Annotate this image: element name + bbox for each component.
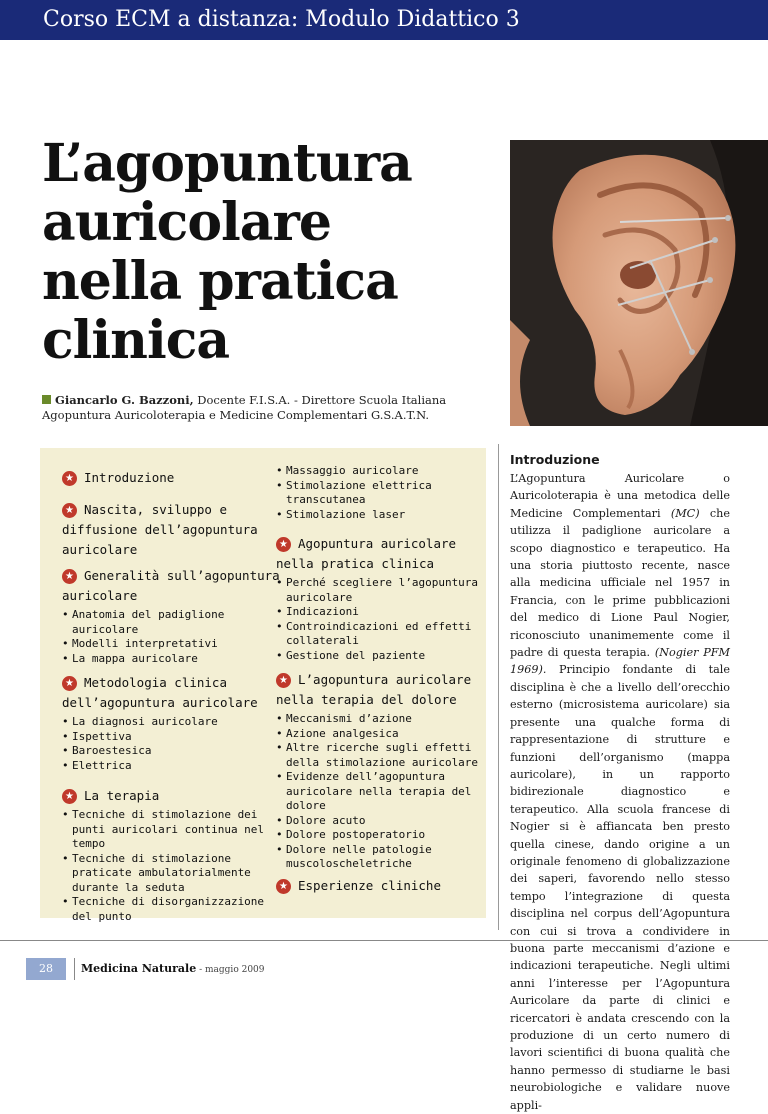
author-name: Giancarlo G. Bazzoni, <box>55 393 194 407</box>
intro-abbrev: (MC) <box>670 506 700 520</box>
star-icon: ★ <box>62 789 77 804</box>
toc-section <box>62 673 282 773</box>
toc-subitems <box>276 576 481 663</box>
toc-section-title: La terapia <box>84 788 160 803</box>
title-line: auricolare <box>42 192 331 253</box>
toc-item: • La diagnosi auricolare <box>62 715 272 730</box>
toc-section-title: L’agopuntura auricolare nella terapia del dolore <box>276 672 472 707</box>
title-line: L’agopuntura <box>42 133 412 194</box>
toc-item: • Tecniche di stimolazione praticate ambulatorialmente durante la seduta <box>62 852 272 896</box>
star-icon: ★ <box>276 537 291 552</box>
intro-text-3: Principio fondante di tale disciplina è che a livello dell’orecchio esterno (microsistema auricolare) sia presente una qualche forma di rappresentazione di strutture e funzioni dell’organismo (mappa auricolare), in un rapporto bidirezionale diagnostico e terapeutico. Alla scuola francese di Nogier si è affiancata ben presto quella cinese, dando origine a un originale fenomeno di globalizzazione dei saperi, favorendo nello stesso tempo l’integrazione di questa disciplina nel corpus dell’Agopuntura con cui si trova a condividere in buona parte meccanismi d’azione e indicazioni terapeutiche. Negli ultimi anni l’interesse per l’Agopuntura Auricolare da parte di clinici e ricercatori è andata crescendo con la produzione di un certo numero di lavori scientifici di buona qualità che hanno permesso di studiarne le basi neurobiologiche e validare nuove appli- <box>510 663 730 1112</box>
toc-section <box>62 468 282 488</box>
page-number: 28 <box>26 958 66 980</box>
star-icon: ★ <box>276 879 291 894</box>
footer-rule <box>0 940 768 941</box>
star-icon: ★ <box>62 569 77 584</box>
toc-section-title: Metodologia clinica dell’agopuntura auricolare <box>62 675 258 710</box>
toc-item: • Tecniche di stimolazione dei punti auricolari continua nel tempo <box>62 808 272 852</box>
intro-column <box>510 452 730 1114</box>
toc-section-title: Generalità sull’agopuntura auricolare <box>62 568 280 603</box>
toc-item: • Massaggio auricolare <box>276 464 486 479</box>
star-icon: ★ <box>62 676 77 691</box>
intro-paragraph <box>510 470 730 1114</box>
toc-subitems <box>62 808 282 924</box>
square-bullet-icon <box>42 395 51 404</box>
toc-item: • Gestione del paziente <box>276 649 486 664</box>
toc-item: • Ispettiva <box>62 730 272 745</box>
publication-name: Medicina Naturale <box>81 962 197 975</box>
toc-section-title: Esperienze cliniche <box>298 878 441 893</box>
table-of-contents <box>40 448 486 923</box>
toc-section <box>62 786 282 924</box>
star-icon: ★ <box>62 471 77 486</box>
header-band <box>0 0 768 40</box>
toc-subitems <box>62 608 282 666</box>
toc-item: • Azione analgesica <box>276 727 486 742</box>
toc-item: • Stimolazione elettrica transcutanea <box>276 479 486 508</box>
header-text: Corso ECM a distanza: Modulo Didattico 3 <box>43 7 520 32</box>
publication-date: - maggio 2009 <box>196 965 265 975</box>
toc-section <box>276 876 481 896</box>
toc-item: • Dolore acuto <box>276 814 486 829</box>
toc-item: • Baroestesica <box>62 744 272 759</box>
toc-item: • La mappa auricolare <box>62 652 272 667</box>
intro-text-2: che utilizza il padiglione auricolare a scopo diagnostico e terapeutico. Ha una storia piuttosto recente, nasce alla medicina ufficiale nel 1957 in Francia, con le prime pubblicazioni del medico di Lione Paul Nogier, riconosciuto unanimemente come il padre di questa terapia. <box>510 506 730 660</box>
toc-subitems <box>276 464 481 522</box>
ear-acupuncture-photo <box>510 140 768 426</box>
intro-citation: (Nogier PFM 1969). <box>510 646 730 677</box>
author-affiliation: Docente F.I.S.A. - Direttore Scuola Italiana Agopuntura Auricoloterapia e Medicine Complementari G.S.A.T.N. <box>42 393 447 422</box>
star-icon: ★ <box>276 673 291 688</box>
toc-section <box>62 500 282 560</box>
toc-section-title: Introduzione <box>84 470 175 485</box>
toc-section <box>62 566 282 666</box>
toc-item: • Tecniche di disorganizzazione del punto <box>62 895 272 924</box>
toc-item: • Stimolazione laser <box>276 508 486 523</box>
toc-item: • Evidenze dell’agopuntura auricolare nella terapia del dolore <box>276 770 486 814</box>
title-line: clinica <box>42 310 230 371</box>
toc-item: • Elettrica <box>62 759 272 774</box>
title-line: nella pratica <box>42 251 398 312</box>
author-line <box>42 393 482 423</box>
toc-item: • Altre ricerche sugli effetti della stimolazione auricolare <box>276 741 486 770</box>
toc-item: • Indicazioni <box>276 605 486 620</box>
toc-section-title: Agopuntura auricolare nella pratica clinica <box>276 536 457 571</box>
toc-section <box>276 534 481 663</box>
toc-item: • Perché scegliere l’agopuntura auricolare <box>276 576 486 605</box>
star-icon: ★ <box>62 503 77 518</box>
toc-item: • Dolore postoperatorio <box>276 828 486 843</box>
intro-heading: Introduzione <box>510 452 600 467</box>
toc-item: • Meccanismi d’azione <box>276 712 486 727</box>
toc-item: • Controindicazioni ed effetti collaterali <box>276 620 486 649</box>
column-divider <box>498 444 499 930</box>
toc-subitems <box>62 715 282 773</box>
toc-section-continued <box>276 464 481 522</box>
intro-text-1: L’Agopuntura Auricolare o Auricoloterapia è una metodica delle Medicine Complementari <box>510 472 730 520</box>
toc-item: • Anatomia del padiglione auricolare <box>62 608 272 637</box>
toc-item: • Modelli interpretativi <box>62 637 272 652</box>
publication-line <box>74 958 265 980</box>
toc-section-title: Nascita, sviluppo e diffusione dell’agopuntura auricolare <box>62 502 258 557</box>
toc-section <box>276 670 481 872</box>
toc-subitems <box>276 712 481 872</box>
toc-item: • Dolore nelle patologie muscoloscheletriche <box>276 843 486 872</box>
article-title <box>42 134 482 370</box>
